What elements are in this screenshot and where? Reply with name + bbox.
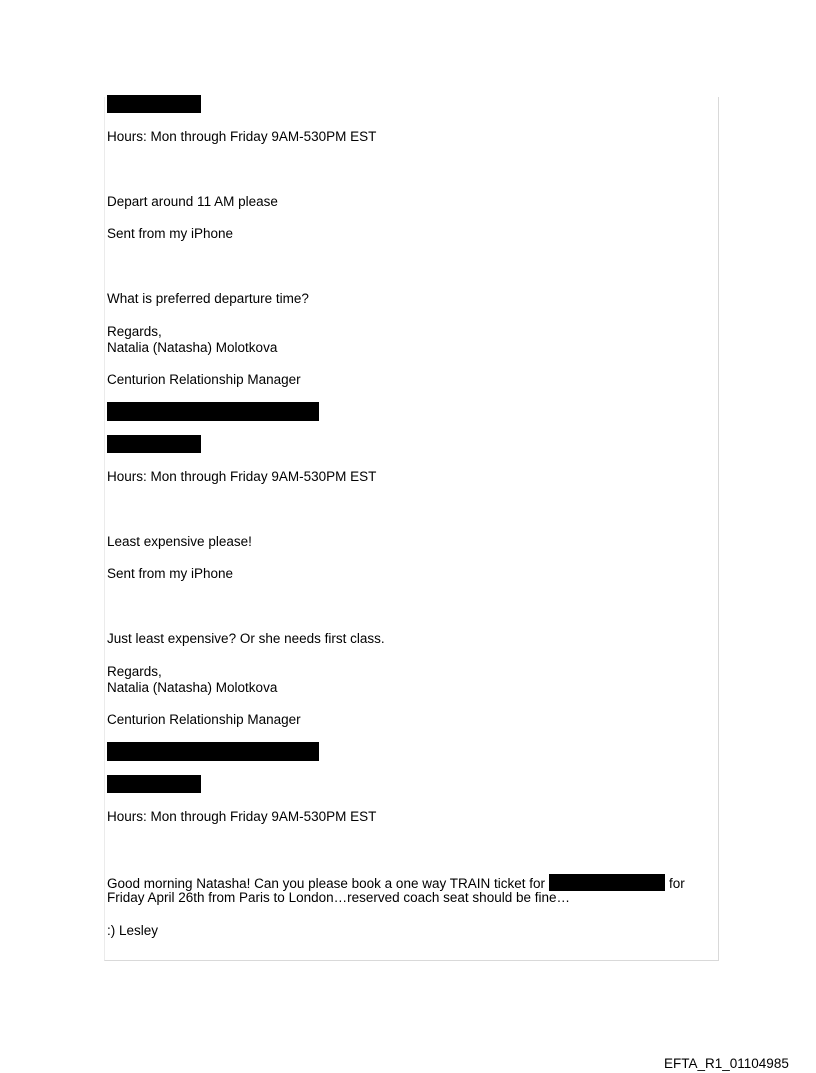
sent-from-text: Sent from my iPhone	[107, 226, 234, 241]
redaction-bar	[107, 402, 319, 421]
redaction-bar	[107, 775, 201, 793]
sender-name: Natalia (Natasha) Molotkova	[107, 340, 278, 355]
bates-number: EFTA_R1_01104985	[664, 1056, 789, 1071]
redaction-bar	[107, 742, 319, 761]
closing-text: :) Lesley	[107, 923, 159, 938]
request-line-2: Friday April 26th from Paris to London…reserved coach seat should be fine…	[107, 890, 570, 905]
sender-name: Natalia (Natasha) Molotkova	[107, 680, 278, 695]
question-text: What is preferred departure time?	[107, 291, 309, 306]
hours-text: Hours: Mon through Friday 9AM-530PM EST	[107, 129, 377, 144]
question-text: Just least expensive? Or she needs first class.	[107, 631, 385, 646]
redaction-bar	[107, 435, 201, 453]
regards-text: Regards,	[107, 324, 162, 339]
sender-role: Centurion Relationship Manager	[107, 712, 301, 727]
request-text-part2: for	[669, 876, 685, 891]
request-text-part1: Good morning Natasha! Can you please book a one way TRAIN ticket for	[107, 876, 545, 891]
redaction-bar	[107, 95, 201, 113]
reply-text: Depart around 11 AM please	[107, 194, 278, 209]
redaction-bar	[549, 874, 665, 891]
hours-text: Hours: Mon through Friday 9AM-530PM EST	[107, 469, 377, 484]
reply-text: Least expensive please!	[107, 534, 252, 549]
sender-role: Centurion Relationship Manager	[107, 372, 301, 387]
sent-from-text: Sent from my iPhone	[107, 566, 234, 581]
regards-text: Regards,	[107, 664, 162, 679]
hours-text: Hours: Mon through Friday 9AM-530PM EST	[107, 809, 377, 824]
